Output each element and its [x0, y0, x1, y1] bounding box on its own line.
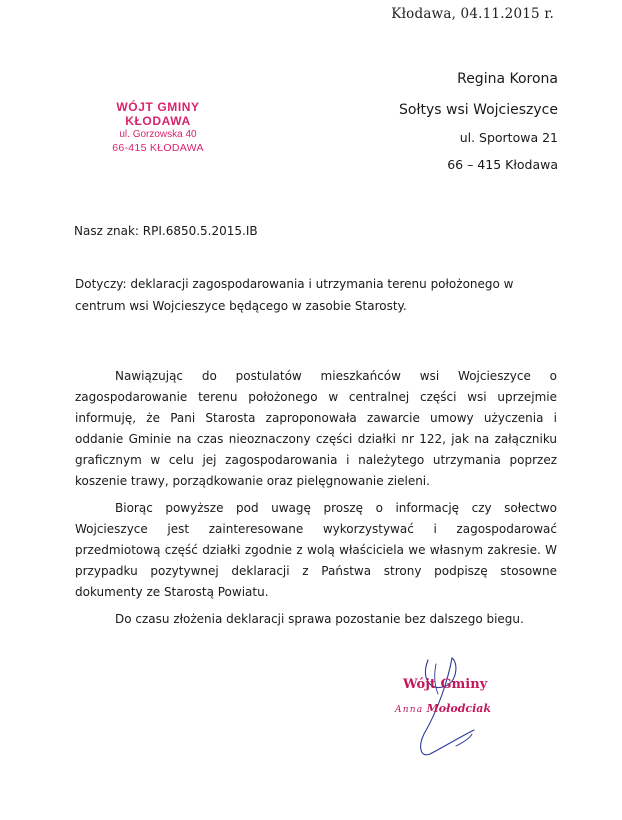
sender-stamp: [88, 100, 228, 154]
signature-block: [388, 650, 508, 770]
stamp-office: WÓJT GMINY KŁODAWA: [116, 100, 200, 128]
stamp-street: ul. Gorzowska 40: [119, 129, 197, 140]
addressee-city: 66 – 415 Kłodawa: [447, 157, 558, 172]
body-paragraph-2: Biorąc powyższe pod uwagę proszę o informację czy sołectwo Wojcieszyce jest zainteresowane wykorzystywać i zagospodarować przedmiotową część działki zgodnie z wolą właściciela we własnym zakresie. W przypadku pozytywnej deklaracji z Państwa strony podpiszę stosowne dokumenty ze Starostą Powiatu.: [75, 501, 557, 599]
signature-given-name: Anna: [395, 705, 424, 715]
addressee-block: [399, 70, 558, 173]
letter-body: [75, 366, 557, 636]
place-date: Kłodawa, 04.11.2015 r.: [391, 6, 554, 22]
body-paragraph-3: Do czasu złożenia deklaracji sprawa pozostanie bez dalszego biegu.: [115, 612, 524, 626]
addressee-name: Regina Korona: [457, 71, 558, 87]
signature-name: [395, 702, 491, 715]
reference-number: Nasz znak: RPI.6850.5.2015.IB: [74, 224, 258, 238]
signature-family-name: Mołodciak: [426, 702, 492, 715]
addressee-street: ul. Sportowa 21: [459, 130, 558, 145]
signature-title: Wójt Gminy: [403, 677, 488, 692]
addressee-role: Sołtys wsi Wojcieszyce: [399, 102, 558, 118]
subject-line: Dotyczy: deklaracji zagospodarowania i utrzymania terenu położonego w centrum wsi Wojcieszyce będącego w zasobie Starosty.: [75, 277, 514, 313]
stamp-city: 66-415 KŁODAWA: [112, 142, 204, 154]
body-paragraph-1: Nawiązując do postulatów mieszkańców wsi Wojcieszyce o zagospodarowanie terenu położonego w centralnej części wsi uprzejmie informuję, że Pani Starosta zaproponowała zawarcie umowy użyczenia i oddanie Gminie na czas nieoznaczony części działki nr 122, jak na załączniku graficznym w celu jej zagospodarowania i należytego utrzymania poprzez koszenie trawy, porządkowanie oraz pielęgnowanie zieleni.: [75, 369, 557, 488]
